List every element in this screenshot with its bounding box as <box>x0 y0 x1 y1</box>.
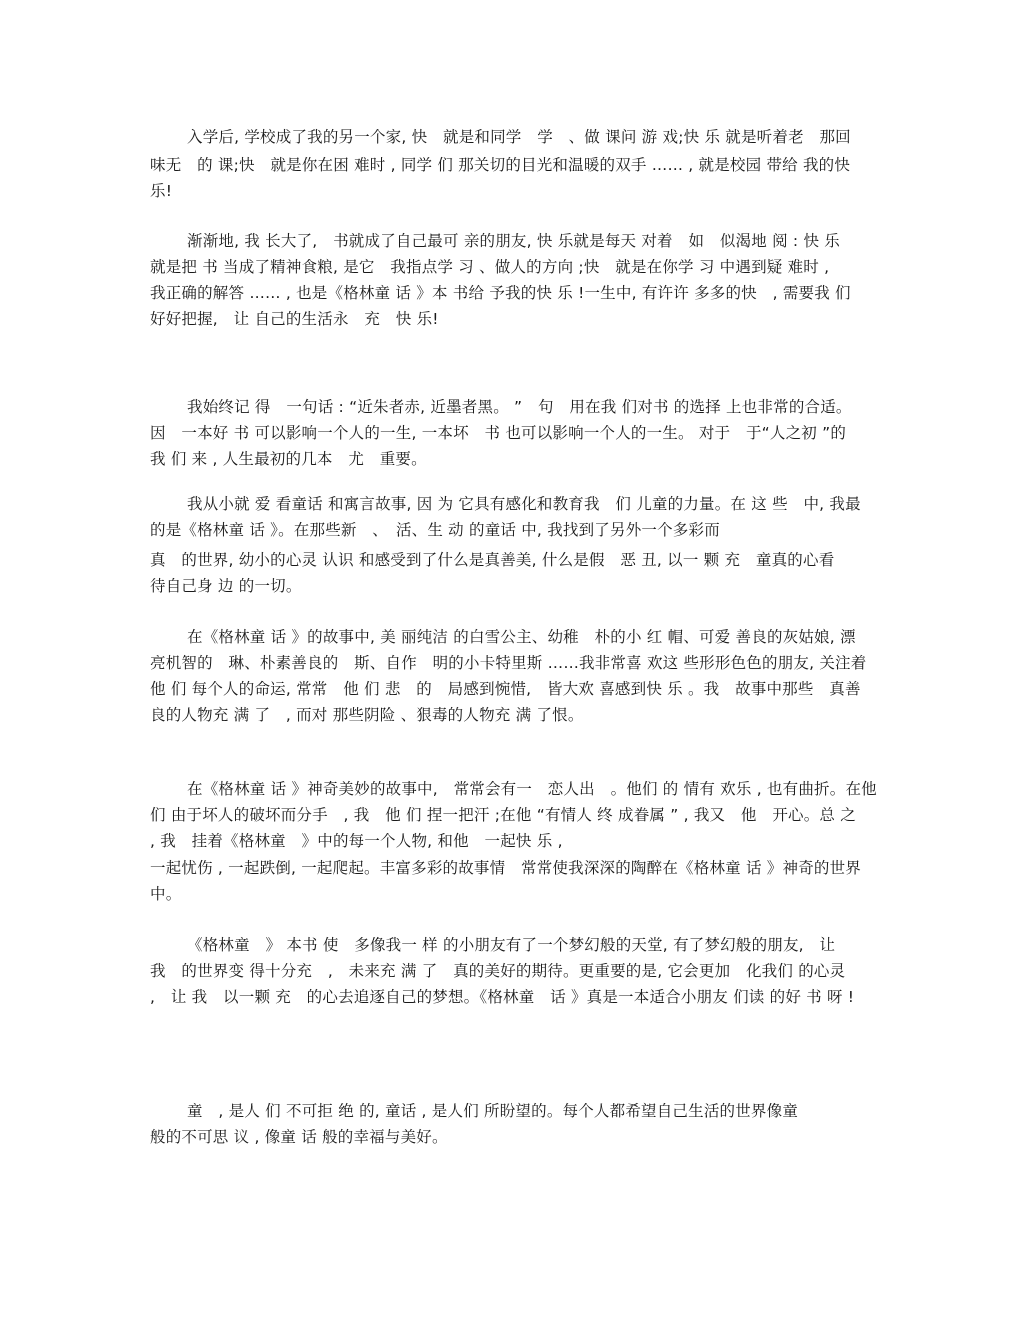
paragraph-3-line-1: 我始终记 得 一句话 : “近朱者赤, 近墨者黑。 ” 句 用在我 们对书 的选择 上也非常的合适。 <box>187 398 852 416</box>
paragraph-5-line-1: 在《格林童 话 》的故事中, 美 丽纯洁 的白雪公主、幼稚 朴的小 红 帽、可爱 善良的灰姑娘, 漂 <box>187 628 856 646</box>
paragraph-3-line-3: 我 们 来 , 人生最初的几本 尤 重要。 <box>150 450 427 468</box>
paragraph-4-line-1: 我从小就 爱 看童话 和寓言故事, 因 为 它具有感化和教育我 们 儿童的力量。在 这 些 中, 我最 <box>187 495 861 513</box>
paragraph-7-line-1: 《格林童 》 本书 使 多像我一 样 的小朋友有了一个梦幻般的天堂, 有了梦幻般的朋友, 让 <box>187 936 836 954</box>
paragraph-2-line-4: 好好把握, 让 自己的生活永 充 快 乐! <box>150 310 439 328</box>
paragraph-6-line-1: 在《格林童 话 》神奇美妙的故事中, 常常会有一 恋人出 。他们 的 情有 欢乐 , 也有曲折。在他 <box>187 780 877 798</box>
paragraph-1-line-2: 味无 的 课;快 就是你在困 难时 , 同学 们 那关切的目光和温暖的双手 …… , 就是校园 带给 我的快 <box>150 156 851 174</box>
paragraph-6-line-5: 中。 <box>150 885 182 903</box>
paragraph-5-line-2: 亮机智的 琳、朴素善良的 斯、自作 明的小卡特里斯 ……我非常喜 欢这 些形形色色的朋友, 关注着 <box>150 654 867 672</box>
paragraph-8-line-2: 般的不可思 议 , 像童 话 般的幸福与美好。 <box>150 1128 448 1146</box>
paragraph-4-line-3: 真 的世界, 幼小的心灵 认识 和感受到了什么是真善美, 什么是假 恶 丑, 以一 颗 充 童真的心看 <box>150 551 835 569</box>
paragraph-7-line-3: , 让 我 以一颗 充 的心去追逐自己的梦想。《格林童 话 》真是一本适合小朋友 们读 的好 书 呀 ! <box>150 988 855 1006</box>
paragraph-2-line-1: 渐渐地, 我 长大了, 书就成了自己最可 亲的朋友, 快 乐就是每天 对着 如 似渴地 阅 : 快 乐 <box>187 232 840 250</box>
paragraph-4-line-4: 待自己身 边 的一切。 <box>150 577 302 595</box>
paragraph-6-line-2: 们 由于坏人的破坏而分手 , 我 他 们 捏一把汗 ;在他 “有情人 终 成眷属 ” , 我又 他 开心。总 之 <box>150 806 856 824</box>
paragraph-2-line-3: 我正确的解答 …… , 也是《格林童 话 》本 书给 予我的快 乐 !一生中, 有许许 多多的快 , 需要我 们 <box>150 284 851 302</box>
paragraph-8-line-1: 童 , 是人 们 不可拒 绝 的, 童话 , 是人们 所盼望的。每个人都希望自己生活的世界像童 <box>187 1102 799 1120</box>
paragraph-5-line-4: 良的人物充 满 了 , 而对 那些阴险 、狠毒的人物充 满 了恨。 <box>150 706 584 724</box>
paragraph-6-line-3: , 我 挂着《格林童 》中的每一个人物, 和他 一起快 乐 , <box>150 832 563 850</box>
paragraph-7-line-2: 我 的世界变 得十分充 , 未来充 满 了 真的美好的期待。更重要的是, 它会更加 化我们 的心灵 <box>150 962 846 980</box>
paragraph-3-line-2: 因 一本好 书 可以影响一个人的一生, 一本坏 书 也可以影响一个人的一生。 对于 于“人之初 ”的 <box>150 424 847 442</box>
paragraph-1-line-1: 入学后, 学校成了我的另一个家, 快 就是和同学 学 、做 课问 游 戏;快 乐 就是听着老 那回 <box>187 128 851 146</box>
paragraph-1-line-3: 乐! <box>150 182 173 200</box>
paragraph-6-line-4: 一起忧伤 , 一起跌倒, 一起爬起。丰富多彩的故事情 常常使我深深的陶醉在《格林童 话 》神奇的世界 <box>150 859 861 877</box>
paragraph-2-line-2: 就是把 书 当成了精神食粮, 是它 我指点学 习 、做人的方向 ;快 就是在你学 习 中遇到疑 难时 , <box>150 258 830 276</box>
paragraph-4-line-2: 的是《格林童 话 》。在那些新 、 活、生 动 的童话 中, 我找到了另外一个多彩而 <box>150 521 720 539</box>
paragraph-5-line-3: 他 们 每个人的命运, 常常 他 们 悲 的 局感到惋惜, 皆大欢 喜感到快 乐 。我 故事中那些 真善 <box>150 680 861 698</box>
